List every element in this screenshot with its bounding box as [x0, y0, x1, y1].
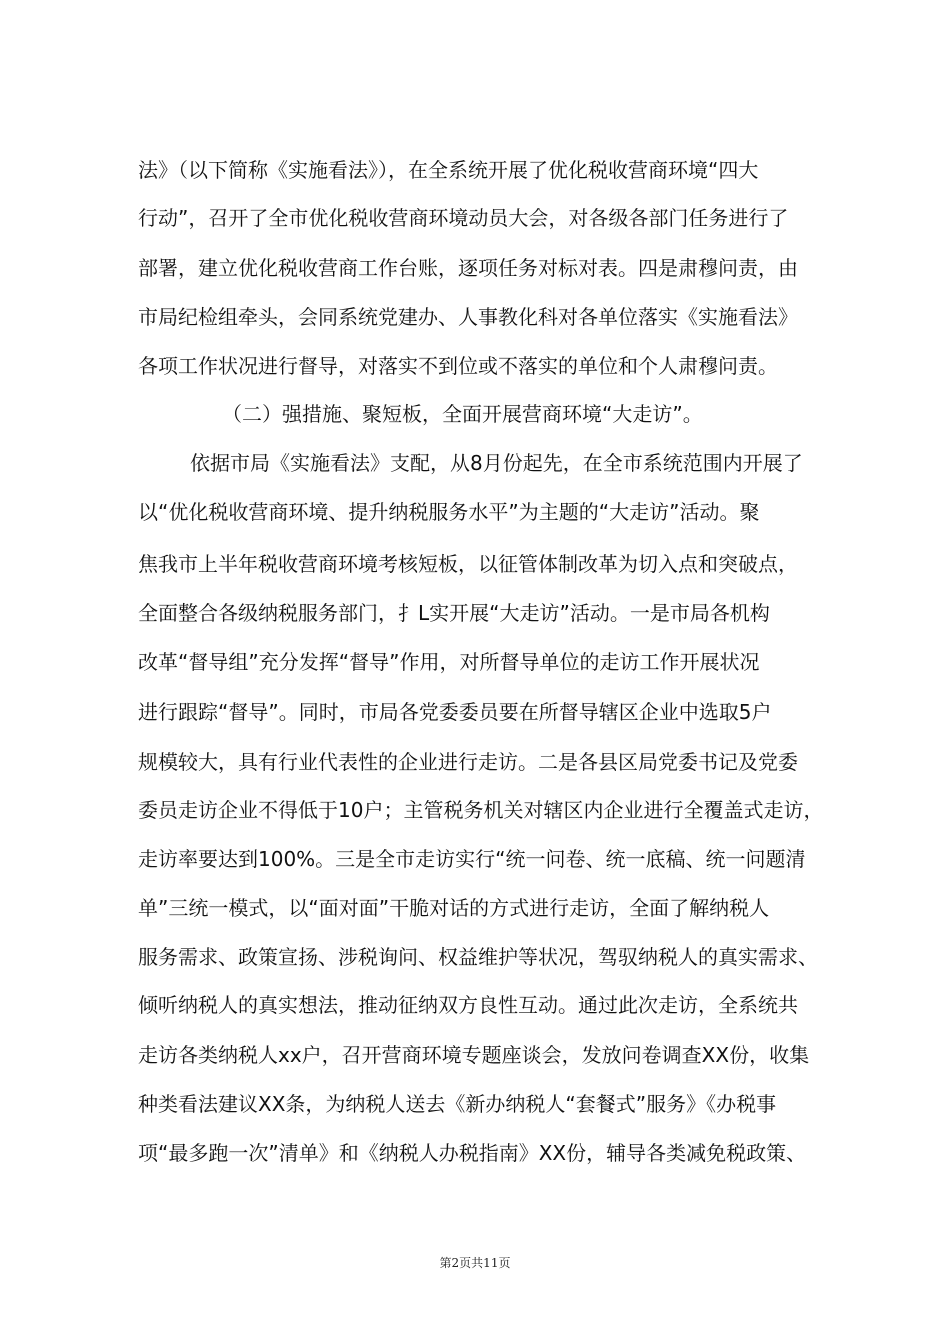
paragraph-first-line: 依据市局《实施看法》支配，从8月份起先，在全市系统范围内开展了 [190, 451, 803, 475]
page-number-footer: 第2页共11页 [439, 1256, 511, 1270]
text-line: 各项工作状况进行督导，对落实不到位或不落实的单位和个人肃穆问责。 [138, 354, 778, 378]
text-line: 焦我市上半年税收营商环境考核短板，以征管体制改革为切入点和突破点， [138, 552, 798, 576]
text-line: 单”三统一模式，以“面对面”干脆对话的方式进行走访，全面了解纳税人 [138, 896, 770, 920]
text-line: 规模较大，具有行业代表性的企业进行走访。二是各县区局党委书记及党委 [138, 750, 798, 774]
text-line: 改革“督导组”充分发挥“督导”作用，对所督导单位的走访工作开展状况 [138, 650, 760, 674]
text-line: 市局纪检组牵头，会同系统党建办、人事教化科对各单位落实《实施看法》 [138, 305, 798, 329]
text-line: 服务需求、政策宣扬、涉税询问、权益维护等状况，驾驭纳税人的真实需求、 [138, 945, 818, 969]
text-line: 进行跟踪“督导”。同时，市局各党委委员要在所督导辖区企业中选取5户 [138, 700, 772, 724]
text-line: 部署，建立优化税收营商工作台账，逐项任务对标对表。四是肃穆问责，由 [138, 256, 798, 280]
text-line: 项“最多跑一次”清单》和《纳税人办税指南》XX份，辅导各类减免税政策、 [138, 1141, 807, 1165]
section-heading: （二）强措施、聚短板，全面开展营商环境“大走访”。 [222, 402, 703, 426]
text-line: 行动”，召开了全市优化税收营商环境动员大会，对各级各部门任务进行了 [138, 206, 789, 230]
text-line: 以“优化税收营商环境、提升纳税服务水平”为主题的“大走访”活动。聚 [138, 500, 760, 524]
text-line: 倾听纳税人的真实想法，推动征纳双方良性互动。通过此次走访，全系统共 [138, 993, 798, 1017]
text-line: 法》（以下简称《实施看法》），在全系统开展了优化税收营商环境“四大 [138, 158, 759, 182]
text-line: 全面整合各级纳税服务部门，扌L实开展“大走访”活动。一是市局各机构 [138, 601, 770, 625]
text-line: 走访各类纳税人xx户，召开营商环境专题座谈会，发放问卷调查XX份，收集 [138, 1043, 810, 1067]
text-line: 走访率要达到100%。三是全市走访实行“统一问卷、统一底稿、统一问题清 [138, 847, 806, 871]
text-line: 种类看法建议XX条，为纳税人送去《新办纳税人“套餐式”服务》《办税事 [138, 1092, 777, 1116]
text-line: 委员走访企业不得低于10户；主管税务机关对辖区内企业进行全覆盖式走访， [138, 798, 824, 822]
